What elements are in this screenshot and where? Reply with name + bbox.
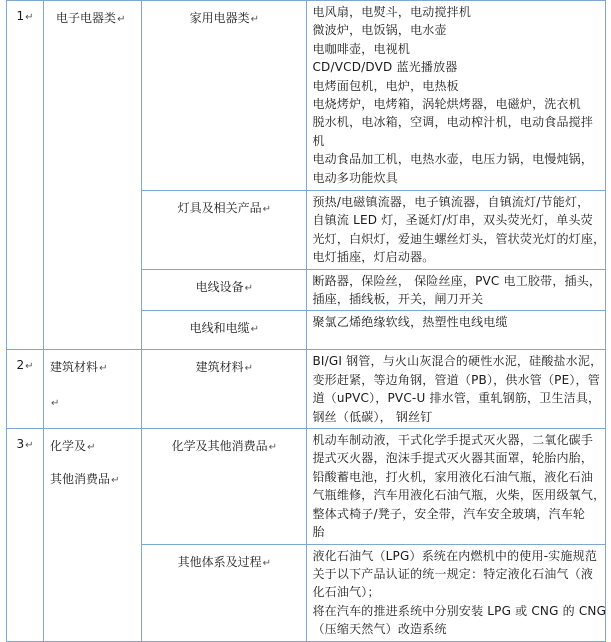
product-category-table (6, 0, 606, 642)
subcategory-cell: 建筑材料↵ (142, 350, 307, 429)
subcategory-cell: 电线设备↵ (142, 269, 307, 311)
category-cell: 电子电器类↵ (44, 1, 142, 350)
category-cell: 建筑材料↵ ↵ (44, 350, 142, 429)
products-cell: 机动车制动液，干式化学手提式灭火器，二氧化碳手 提式灭火器，泡沫手提式灭火器其面罩，轮胎内胎， 铅酸蓄电池，打火机，家用液化石油气瓶，液化石油 气瓶维修，汽车用液化石油气瓶，火柴，医用级氧气， 整体式椅子/凳子，安全带，汽车安全玻璃，汽车轮 胎 (307, 429, 606, 544)
subcategory-cell: 电线和电缆↵ (142, 311, 307, 350)
products-cell: 电风扇，电熨斗，电动搅拌机 微波炉，电饭锅，电水壶 电咖啡壶，电视机 CD/VCD/DVD 蓝光播放器 电烤面包机，电炉，电热板 电烧烤炉，电烤箱，涡轮烘烤器，电磁炉，洗衣机 脱水机，电冰箱，空调，电动榨汁机，电动食品搅拌 机 电动食品加工机，电热水壶，电压力锅，电慢炖锅， 电动多功能炊具 (307, 1, 606, 191)
row-number: 1↵ (7, 1, 44, 350)
subcategory-cell: 化学及其他消费品↵ (142, 429, 307, 544)
products-cell: 断路器，保险丝， 保险丝座，PVC 电工胶带，插头， 插座，插线板，开关，闸刀开关 (307, 269, 606, 311)
table-row (7, 1, 606, 191)
products-cell: 液化石油气（LPG）系统在内燃机中的使用-实施规范 关于以下产品认证的统一规定：特定液化石油气（液 化石油气）； 将在汽车的推进系统中分别安装 LPG 或 CNG 的 CNG （压缩天然气）改造系统 (307, 544, 606, 641)
products-cell: 预热/电磁镇流器，电子镇流器，自镇流灯/节能灯， 自镇流 LED 灯，圣诞灯/灯串，双头荧光灯，单头荧 光灯，白炽灯，爱迪生螺丝灯头，管状荧光灯的灯座， 电灯插座，灯启动器。 (307, 191, 606, 270)
subcategory-cell: 其他体系及过程↵ (142, 544, 307, 641)
table-row (7, 429, 606, 544)
row-number: 3↵ (7, 429, 44, 641)
products-cell: 聚氯乙烯绝缘软线，热塑性电线电缆 (307, 311, 606, 350)
subcategory-cell: 灯具及相关产品↵ (142, 191, 307, 270)
products-cell: BI/GI 钢管，与火山灰混合的硬性水泥，硅酸盐水泥， 变形赶紧，等边角钢，管道（PB），供水管（PE），管 道（uPVC），PVC-U 排水管，重轧钢筋，卫生洁具， 钢丝（低碳）， 钢丝钉 (307, 350, 606, 429)
row-number: 2↵ (7, 350, 44, 429)
subcategory-cell: 家用电器类↵ (142, 1, 307, 191)
category-cell: 化学及↵ 其他消费品↵ (44, 429, 142, 641)
table-row (7, 350, 606, 429)
